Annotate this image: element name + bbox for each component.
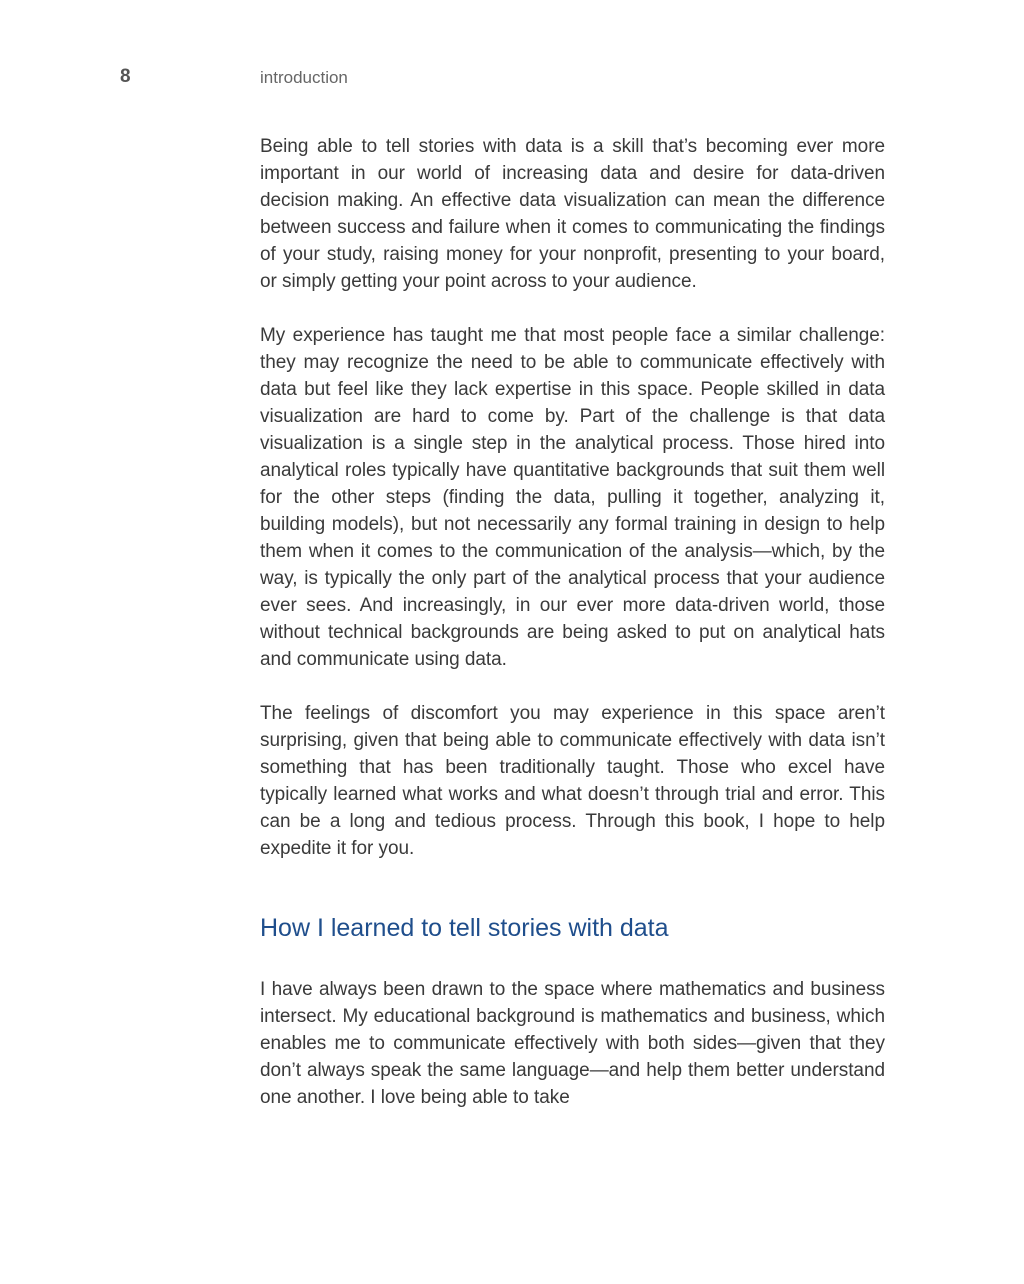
page-number: 8	[120, 66, 131, 87]
paragraph-3: The feelings of discomfort you may experience in this space aren’t surprising, given that being able to communicate effectively with data isn’t something that has been traditionally taught. Those who excel have typically learned what works and what doesn’t through trial and error. This can be a long and tedious process. Through this book, I hope to help expedite it for you.	[260, 703, 885, 859]
running-header: introduction	[260, 68, 348, 87]
body-text-column	[260, 133, 885, 1138]
section-paragraph: I have always been drawn to the space where mathematics and business intersect. My educational background is mathematics and business, which enables me to communicate effectively with both sides—given that they don’t always speak the same language—and help them better understand one another. I love being able to take	[260, 979, 885, 1108]
paragraph-2: My experience has taught me that most people face a similar challenge: they may recognize the need to be able to communicate effectively with data but feel like they lack expertise in this space. People skilled in data visualization are hard to come by. Part of the challenge is that data visualization is a single step in the analytical process. Those hired into analytical roles typically have quantitative backgrounds that suit them well for the other steps (finding the data, pulling it together, analyzing it, building models), but not necessarily any formal training in design to help them when it comes to the communication of the analysis—which, by the way, is typically the only part of the analytical process that your audience ever sees. And increasingly, in our ever more data-driven world, those without technical backgrounds are being asked to put on analytical hats and communicate using data.	[260, 325, 885, 670]
paragraph-1: Being able to tell stories with data is a skill that’s becoming ever more important in our world of increasing data and desire for data-driven decision making. An effective data visualization can mean the difference between success and failure when it comes to communicating the findings of your study, raising money for your nonprofit, presenting to your board, or simply getting your point across to your audience.	[260, 136, 885, 292]
section-heading: How I learned to tell stories with data	[260, 914, 669, 942]
